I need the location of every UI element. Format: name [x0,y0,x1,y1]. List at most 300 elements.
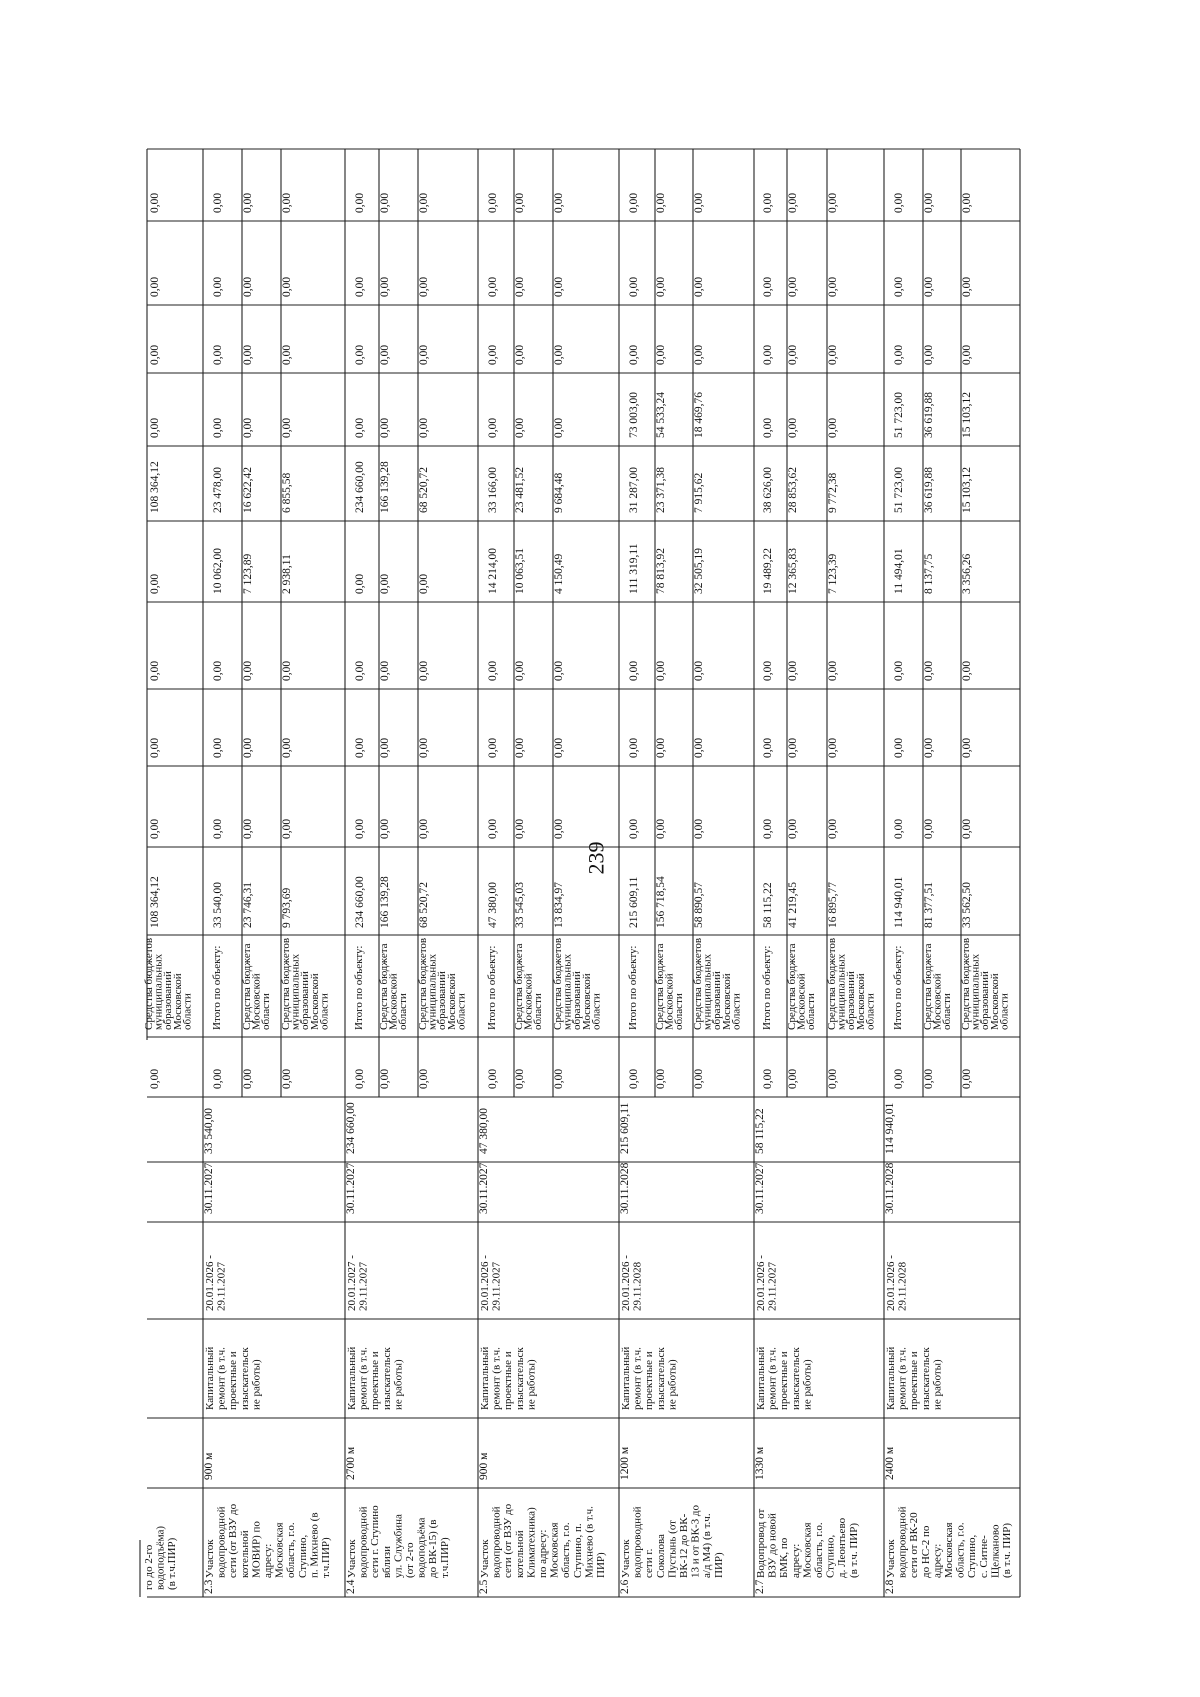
work-period: 20.01.2026 - [620,1255,632,1311]
percent-value: 0,00 [655,1068,667,1089]
object-name: Московская [801,1522,814,1578]
object-name: с. Ситне- [977,1535,990,1578]
funding-source: муниципальных [152,953,165,1030]
funding-source: образований [162,971,175,1030]
financing-value: 23 746,31 [242,882,254,928]
funding-source: Средства бюджета [241,943,253,1030]
object-name: п. Михнево (в [308,1512,321,1578]
object-cost: 47 380,00 [478,1108,490,1154]
financing-value: 68 520,72 [418,882,430,928]
financing-value: 15 103,12 [961,467,973,513]
financing-value: 0,00 [693,276,705,297]
financing-value: 0,00 [354,417,366,438]
financing-value: 0,00 [418,573,430,594]
work-type: проектные и [369,1351,382,1410]
work-type: ие работы) [392,1359,405,1410]
row-number: 2.6 [619,1579,631,1594]
financing-value: 6 855,58 [281,472,293,513]
work-type: изыскательск [380,1347,393,1410]
work-period: 29.11.2027 [490,1261,503,1311]
object-length: 900 м [203,1452,215,1480]
funding-source: муниципальных [835,953,848,1030]
object-cost: 58 115,22 [754,1108,766,1154]
funding-source: Московской [580,973,593,1030]
object-name: котельной [513,1530,526,1578]
financing-value: 16 622,42 [242,467,254,513]
financing-value: 0,00 [827,276,839,297]
financing-value: 0,00 [379,660,391,681]
object-cost: 215 609,11 [619,1102,631,1154]
financing-value: 3 356,26 [961,553,973,594]
financing-value: 0,00 [149,660,161,681]
financing-value: 9 772,38 [827,472,839,513]
object-name: сети от ВК-20 [908,1512,921,1578]
work-type: Капитальный [479,1346,491,1410]
funding-source: муниципальных [561,953,574,1030]
financing-value: 0,00 [827,192,839,213]
financing-value: 0,00 [923,192,935,213]
financing-value: 15 103,12 [961,392,973,438]
financing-value: 0,00 [281,344,293,365]
funding-source: области [260,993,273,1030]
funding-source: Московской [931,973,944,1030]
deadline: 30.11.2027 [478,1162,490,1214]
financing-value: 0,00 [149,737,161,758]
object-name: д. Леонтьево [836,1517,849,1578]
work-type: ие работы) [525,1359,538,1410]
percent-value: 0,00 [961,1068,973,1089]
financing-value: 18 469,76 [693,392,705,438]
financing-value: 0,00 [149,192,161,213]
work-period: 29.11.2028 [631,1261,644,1311]
financing-value: 0,00 [242,818,254,839]
object-name: Участок [479,1539,491,1578]
financing-value: 0,00 [923,276,935,297]
percent-value: 0,00 [379,1068,391,1089]
financing-value: 0,00 [762,660,774,681]
financing-value: 33 540,00 [212,882,224,928]
work-type: проектные и [778,1351,791,1410]
object-name: го до 2-го [143,1544,155,1590]
financing-value: 0,00 [893,818,905,839]
object-name: Участок [620,1539,632,1578]
financing-value: 12 365,83 [787,548,799,594]
financing-value: 0,00 [487,344,499,365]
financing-value: 13 834,97 [553,882,565,928]
object-length: 2700 м [345,1446,357,1480]
object-name: до ВК-15) (в [427,1519,440,1578]
financing-value: 0,00 [514,192,526,213]
financing-value: 0,00 [354,573,366,594]
funding-source: Московской [522,973,535,1030]
funding-source: Средства бюджетов [692,937,704,1030]
work-type: ие работы) [250,1359,263,1410]
percent-value: 0,00 [354,1068,366,1089]
object-name: а/д М4) (в т.ч. [701,1513,714,1578]
object-name: ПИР) [712,1552,725,1578]
object-name: адресу: [931,1543,944,1578]
work-period: 20.01.2026 - [885,1255,897,1311]
row-number: 2.7 [754,1579,766,1594]
financing-value: 0,00 [628,344,640,365]
funding-source: Средства бюджетов [826,937,838,1030]
object-cost: 114 940,01 [884,1102,896,1154]
financing-value: 16 895,77 [827,882,839,928]
funding-source: муниципальных [426,953,439,1030]
financing-value: 0,00 [827,818,839,839]
funding-source: образований [571,971,584,1030]
financing-value: 0,00 [693,192,705,213]
object-name: ул. Службина [392,1514,405,1578]
financing-value: 8 137,75 [923,553,935,594]
row-number: 2.5 [478,1579,490,1594]
financing-value: 0,00 [354,344,366,365]
financing-value: 51 723,00 [893,467,905,513]
object-cost: 234 660,00 [345,1102,357,1154]
row-number: 2.8 [884,1579,896,1594]
funding-source: области [730,993,743,1030]
financing-value: 0,00 [514,737,526,758]
financing-value: 0,00 [281,276,293,297]
financing-value: 0,00 [379,417,391,438]
funding-source: Средства бюджета [922,943,934,1030]
work-type: проектные и [502,1351,515,1410]
funding-source: Московской [663,973,676,1030]
funding-source: Итого по объекту: [353,945,365,1030]
funding-source: муниципальных [701,953,714,1030]
financing-value: 23 481,52 [514,467,526,513]
work-type: изыскательск [919,1347,932,1410]
object-cost: 33 540,00 [203,1108,215,1154]
funding-source: Московской [308,973,321,1030]
funding-source: области [998,993,1011,1030]
financing-value: 19 489,22 [762,548,774,594]
financing-value: 0,00 [354,818,366,839]
funding-source: области [673,993,686,1030]
financing-value: 166 139,28 [379,461,391,513]
financing-value: 0,00 [149,818,161,839]
funding-source: Московской [387,973,400,1030]
financing-value: 0,00 [487,192,499,213]
funding-source: Московской [795,973,808,1030]
object-name: (от 2-го [404,1542,416,1578]
work-type: ремонт (в т.ч. [766,1347,779,1410]
financing-value: 0,00 [379,344,391,365]
object-name: водоподъёма [415,1517,428,1578]
percent-value: 0,00 [827,1068,839,1089]
funding-source: области [455,993,468,1030]
work-period: 29.11.2027 [357,1261,370,1311]
financing-value: 0,00 [281,818,293,839]
object-name: ВК-12 до ВК- [678,1513,690,1578]
financing-value: 0,00 [514,818,526,839]
object-name: БМК, по [778,1537,791,1578]
funding-source: области [590,993,603,1030]
financing-value: 0,00 [354,660,366,681]
object-length: 2400 м [884,1446,896,1480]
financing-value: 0,00 [961,344,973,365]
object-name: (в т.ч.ПИР) [165,1537,178,1590]
financing-value: 23 478,00 [212,467,224,513]
object-name: сети г. [643,1548,656,1578]
financing-value: 0,00 [961,276,973,297]
financing-value: 47 380,00 [487,882,499,928]
percent-value: 0,00 [487,1068,499,1089]
financing-value: 0,00 [487,737,499,758]
financing-value: 0,00 [212,818,224,839]
financing-value: 166 139,28 [379,876,391,928]
object-name: по адресу: [537,1529,549,1578]
financing-value: 10 063,51 [514,548,526,594]
funding-source: Московской [988,973,1001,1030]
object-name: адресу: [262,1543,274,1578]
financing-value: 32 505,19 [693,548,705,594]
funding-source: образований [299,971,312,1030]
financing-value: 0,00 [418,737,430,758]
financing-value: 0,00 [418,276,430,297]
work-type: изыскательск [789,1347,802,1410]
financing-value: 0,00 [693,344,705,365]
percent-value: 0,00 [242,1068,254,1089]
financing-value: 0,00 [242,737,254,758]
financing-value: 68 520,72 [418,467,430,513]
deadline: 30.11.2027 [345,1162,357,1214]
object-name: Московская [548,1522,561,1578]
financing-value: 0,00 [514,417,526,438]
financing-value: 51 723,00 [893,392,905,438]
financing-value: 0,00 [827,660,839,681]
financing-value: 0,00 [893,660,905,681]
percent-value: 0,00 [281,1068,293,1089]
row-number: 2.4 [345,1579,357,1594]
object-name: водопроводной [357,1506,370,1578]
object-name: водопроводной [215,1506,228,1578]
object-name: Участок [885,1539,897,1578]
object-name: Ступино, п. [571,1523,584,1578]
financing-value: 33 166,00 [487,467,499,513]
percent-value: 0,00 [762,1068,774,1089]
percent-value: 0,00 [212,1068,224,1089]
object-name: (в т.ч. ПИР) [1001,1522,1013,1578]
financing-value: 14 214,00 [487,548,499,594]
financing-value: 0,00 [628,818,640,839]
financing-value: 0,00 [418,344,430,365]
financing-value: 0,00 [212,737,224,758]
financing-value: 0,00 [693,818,705,839]
object-name: Михнево (в т.ч. [583,1506,596,1578]
financing-value: 0,00 [762,417,774,438]
financing-value: 0,00 [487,818,499,839]
financing-value: 0,00 [628,737,640,758]
funding-source: Средства бюджета [378,943,390,1030]
financing-value: 0,00 [379,276,391,297]
work-type: Капитальный [755,1346,767,1410]
financing-value: 0,00 [762,737,774,758]
financing-value: 54 533,24 [655,392,667,438]
financing-value: 0,00 [242,192,254,213]
financing-value: 0,00 [923,660,935,681]
financing-value: 28 853,62 [787,467,799,513]
object-name: Щелканово [989,1524,1002,1578]
funding-source: Средства бюджетов [960,937,972,1030]
financing-value: 0,00 [961,737,973,758]
financing-value: 0,00 [693,660,705,681]
work-type: ие работы) [666,1359,679,1410]
financing-value: 0,00 [553,660,565,681]
financing-value: 0,00 [418,660,430,681]
financing-value: 23 371,38 [655,467,667,513]
object-name: область, г.о. [560,1522,573,1578]
financing-value: 7 123,89 [242,553,254,594]
object-name: Московская [943,1522,955,1578]
financing-value: 0,00 [655,276,667,297]
object-length: 900 м [478,1452,490,1480]
financing-value: 0,00 [379,818,391,839]
financing-value: 2 938,11 [281,554,293,594]
financing-value: 9 684,48 [553,472,565,513]
object-length: 1330 м [754,1446,766,1480]
object-name: Водопровод от [755,1508,767,1578]
financing-value: 0,00 [418,417,430,438]
object-name: сети г. Ступино [369,1505,382,1578]
financing-value: 0,00 [514,276,526,297]
funding-source: Московской [854,973,867,1030]
deadline: 30.11.2028 [884,1162,896,1214]
deadline: 30.11.2027 [754,1162,766,1214]
funding-source: Итого по объекту: [627,945,639,1030]
work-period: 29.11.2027 [215,1261,228,1311]
financing-value: 36 619,88 [923,392,935,438]
financing-value: 0,00 [242,344,254,365]
financing-value: 11 494,01 [893,548,905,594]
work-type: Капитальный [204,1346,216,1410]
object-name: водопроводной [631,1506,644,1578]
object-name: Ступино, [296,1534,309,1578]
financing-value: 0,00 [961,192,973,213]
object-name: Климатехника) [525,1507,538,1578]
work-type: ремонт (в т.ч. [490,1347,503,1410]
percent-value: 0,00 [628,1068,640,1089]
financing-value: 0,00 [281,192,293,213]
table-text [143,193,1013,1594]
work-type: проектные и [643,1351,656,1410]
work-period: 20.01.2027 - [346,1255,358,1311]
financing-value: 0,00 [762,276,774,297]
financing-value: 0,00 [787,276,799,297]
work-type: изыскательск [238,1347,251,1410]
financing-value: 0,00 [281,660,293,681]
financing-value: 58 890,57 [693,882,705,928]
financing-value: 0,00 [893,737,905,758]
funding-source: Средства бюджета [513,943,525,1030]
object-name: Пустынь (от [666,1519,679,1578]
page-number: 239 [583,841,609,875]
percent-value: 0,00 [893,1068,905,1089]
funding-source: области [532,993,545,1030]
financing-value: 0,00 [693,737,705,758]
object-name: водопроводной [896,1506,909,1578]
percent-value: 0,00 [787,1068,799,1089]
funding-source: области [318,993,331,1030]
deadline: 30.11.2028 [619,1162,631,1214]
object-name: ПИР) [595,1552,607,1578]
work-type: Капитальный [620,1346,632,1410]
funding-source: Средства бюджетов [417,937,429,1030]
funding-source: Московской [445,973,458,1030]
financing-value: 4 150,49 [553,553,565,594]
financing-value: 0,00 [212,192,224,213]
financing-value: 0,00 [787,417,799,438]
object-name: Участок [346,1539,358,1578]
financing-value: 31 287,00 [628,467,640,513]
financing-value: 0,00 [149,344,161,365]
financing-value: 81 377,51 [923,882,935,928]
financing-value: 0,00 [893,344,905,365]
percent-value: 0,00 [553,1068,565,1089]
financing-value: 0,00 [212,276,224,297]
object-name: водопроводной [490,1506,503,1578]
object-name: МОВИР) по [250,1521,263,1578]
funding-source: Итого по объекту: [761,945,773,1030]
financing-value: 0,00 [354,192,366,213]
financing-value: 114 940,01 [893,876,905,928]
financing-value: 0,00 [487,660,499,681]
financing-value: 0,00 [655,344,667,365]
financing-value: 0,00 [212,660,224,681]
financing-value: 0,00 [628,660,640,681]
funding-source: области [397,993,410,1030]
financing-value: 0,00 [553,192,565,213]
object-name: Соколова [654,1534,667,1578]
funding-source: муниципальных [969,953,982,1030]
financing-value: 0,00 [281,417,293,438]
object-name: сети (от ВЗУ до [502,1503,515,1578]
financing-value: 33 545,03 [514,882,526,928]
percent-value: 0,00 [149,1068,161,1089]
financing-value: 0,00 [787,737,799,758]
financing-value: 215 609,11 [628,876,640,928]
work-type: ремонт (в т.ч. [631,1347,644,1410]
work-type: ремонт (в т.ч. [896,1347,909,1410]
object-name: область, г.о. [813,1522,825,1578]
object-name: котельной [238,1530,251,1578]
funding-source: области [941,993,954,1030]
funding-source: Средства бюджета [654,943,666,1030]
financing-value: 234 660,00 [354,461,366,513]
financing-value: 38 626,00 [762,467,774,513]
financing-value: 0,00 [961,818,973,839]
financing-value: 0,00 [354,276,366,297]
financing-value: 111 319,11 [628,543,640,594]
object-name: водоподъёма) [154,1525,167,1590]
financing-value: 78 813,92 [655,548,667,594]
financing-value: 0,00 [923,344,935,365]
financing-value: 0,00 [893,192,905,213]
object-name: область, г.о. [285,1522,298,1578]
financing-value: 0,00 [762,818,774,839]
financing-value: 0,00 [553,818,565,839]
object-name: до НС-2 по [919,1525,932,1578]
funding-source: образований [711,971,724,1030]
work-type: проектные и [908,1351,921,1410]
financing-value: 7 123,39 [827,553,839,594]
work-type: ремонт (в т.ч. [215,1347,228,1410]
financing-value: 0,00 [418,818,430,839]
financing-value: 0,00 [762,344,774,365]
financing-value: 0,00 [827,417,839,438]
financing-value: 0,00 [655,660,667,681]
financing-value: 0,00 [961,660,973,681]
